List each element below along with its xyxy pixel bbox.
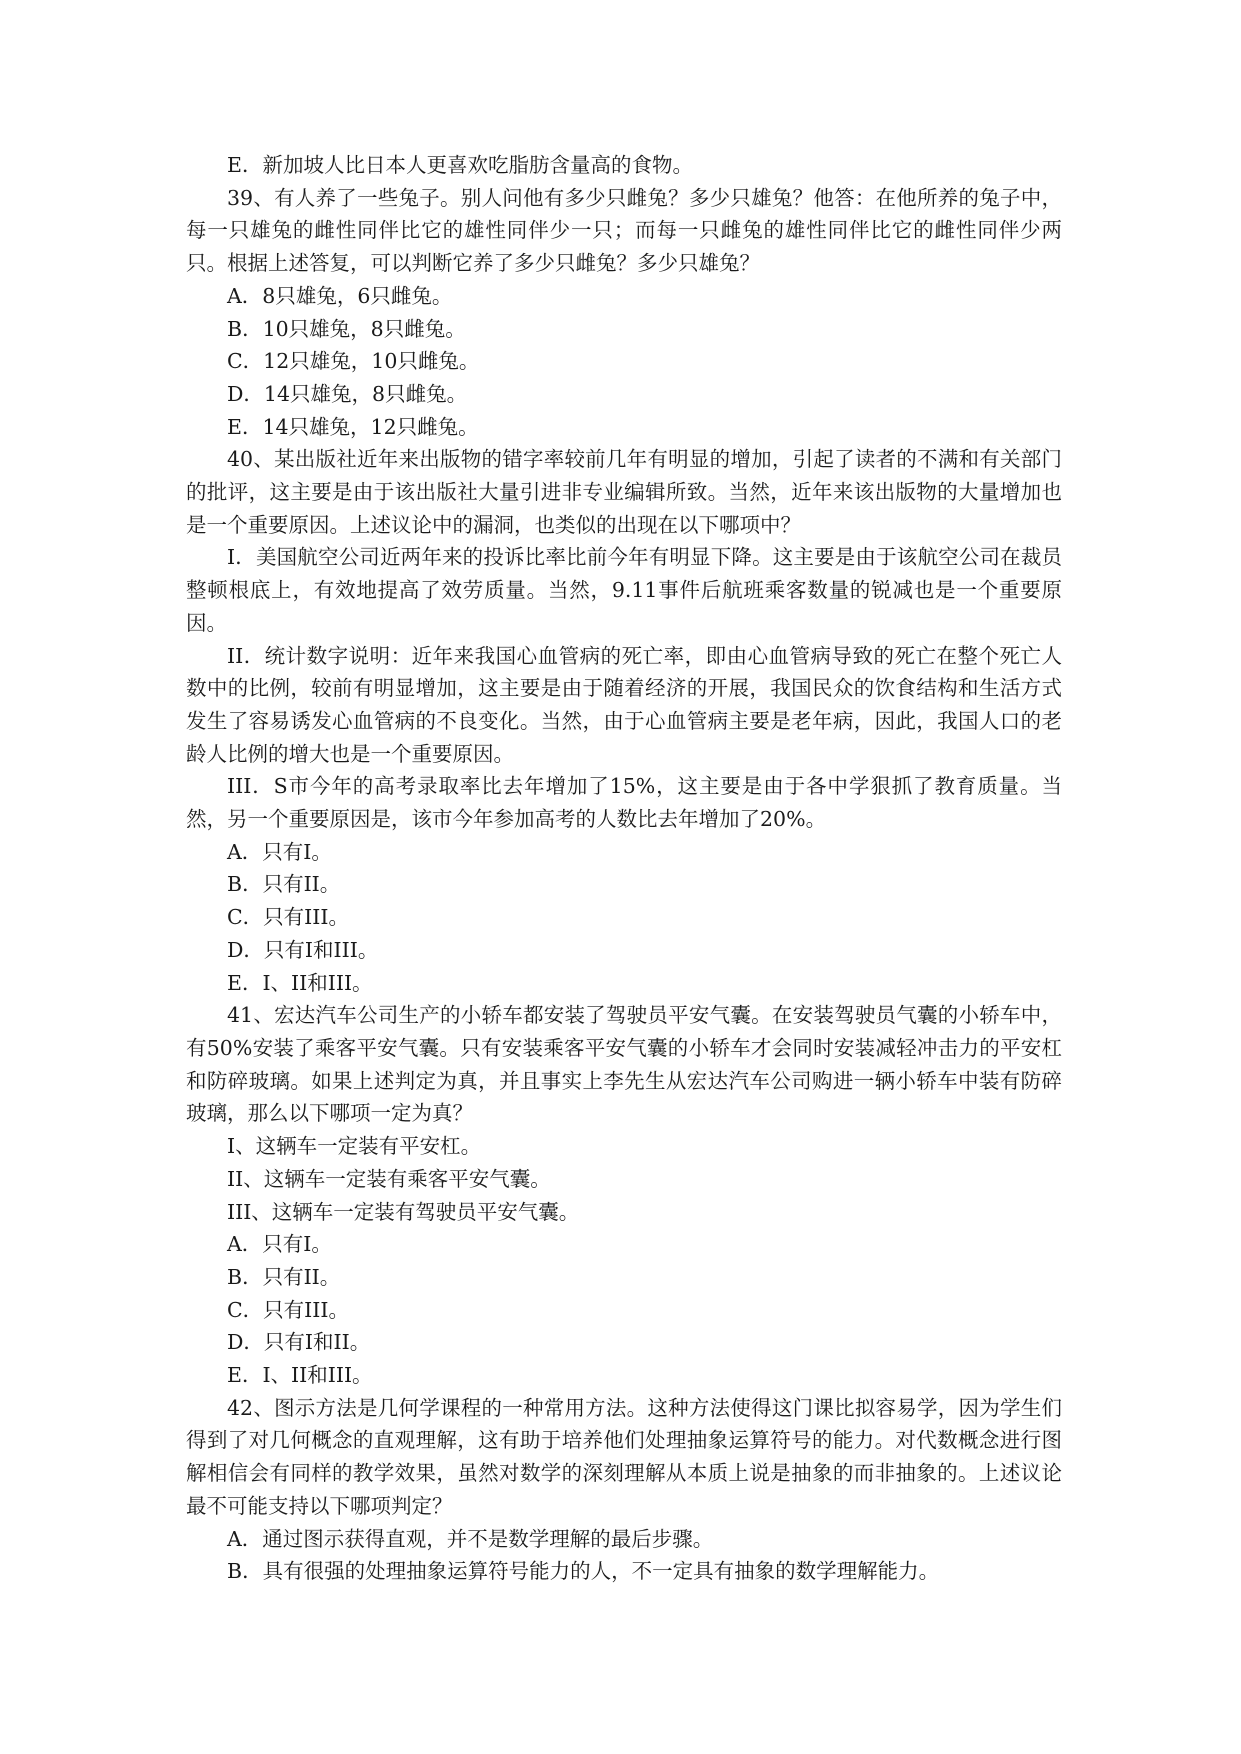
statement-i-q40: I．美国航空公司近两年来的投诉比率比前今年有明显下降。这主要是由于该航空公司在裁员整顿根底上，有效地提高了效劳质量。当然，9.11事件后航班乘客数量的锐减也是一个重要原因。: [186, 545, 1062, 635]
option-a-q40: A．只有I。: [227, 839, 332, 864]
document-page: [186, 149, 1062, 1588]
option-d-q40: D．只有I和III。: [227, 937, 379, 962]
option-b-q41: B．只有II。: [227, 1264, 341, 1289]
option-a-q42: A．通过图示获得直观，并不是数学理解的最后步骤。: [227, 1526, 714, 1551]
option-a-q39: A．8只雄兔，6只雌兔。: [227, 283, 453, 308]
question-39: 39、有人养了一些兔子。别人问他有多少只雌兔？多少只雄兔？他答：在他所养的兔子中，每一只雄兔的雌性同伴比它的雄性同伴少一只；而每一只雌兔的雄性同伴比它的雌性同伴少两只。根据上述答复，可以判断它养了多少只雌兔？多少只雄兔？: [186, 185, 1062, 276]
option-c-q39: C．12只雄兔，10只雌兔。: [227, 349, 480, 374]
option-e-q38: E．新加坡人比日本人更喜欢吃脂肪含量高的食物。: [227, 153, 693, 177]
option-a-q41: A．只有I。: [227, 1232, 332, 1257]
option-b-q42: B．具有很强的处理抽象运算符号能力的人，不一定具有抽象的数学理解能力。: [227, 1559, 940, 1584]
statement-ii-q40: II．统计数字说明：近年来我国心血管病的死亡率，即由心血管病导致的死亡在整个死亡人数中的比例，较前有明显增加，这主要是由于随着经济的开展，我国民众的饮食结构和生活方式发生了容易诱发心血管病的不良变化。当然，由于心血管病主要是老年病，因此，我国人口的老龄人比例的增大也是一个重要原因。: [186, 643, 1062, 766]
question-42: 42、图示方法是几何学课程的一种常用方法。这种方法使得这门课比拟容易学，因为学生们得到了对几何概念的直观理解，这有助于培养他们处理抽象运算符号的能力。对代数概念进行图解相信会有同样的教学效果，虽然对数学的深刻理解从本质上说是抽象的而非抽象的。上述议论最不可能支持以下哪项判定？: [186, 1395, 1062, 1518]
option-b-q39: B．10只雄兔，8只雌兔。: [227, 316, 466, 341]
option-e-q39: E．14只雄兔，12只雌兔。: [227, 414, 479, 439]
option-d-q39: D．14只雄兔，8只雌兔。: [227, 381, 468, 406]
option-b-q40: B．只有II。: [227, 872, 341, 897]
option-c-q41: C．只有III。: [227, 1297, 349, 1322]
statement-iii-q40: III．S市今年的高考录取率比去年增加了15%，这主要是由于各中学狠抓了教育质量。当然，另一个重要原因是，该市今年参加高考的人数比去年增加了20%。: [186, 774, 1062, 832]
option-e-q40: E．I、II和III。: [227, 970, 373, 995]
option-e-q41: E．I、II和III。: [227, 1363, 373, 1388]
question-40: 40、某出版社近年来出版物的错字率较前几年有明显的增加，引起了读者的不满和有关部门的批评，这主要是由于该出版社大量引进非专业编辑所致。当然，近年来该出版物的大量增加也是一个重要原因。上述议论中的漏洞，也类似的出现在以下哪项中？: [186, 447, 1062, 537]
option-c-q40: C．只有III。: [227, 905, 349, 930]
statement-iii-q41: III、这辆车一定装有驾驶员平安气囊。: [227, 1199, 580, 1224]
option-d-q41: D．只有I和II。: [227, 1330, 371, 1355]
question-41: 41、宏达汽车公司生产的小轿车都安装了驾驶员平安气囊。在安装驾驶员气囊的小轿车中，有50%安装了乘客平安气囊。只有安装乘客平安气囊的小轿车才会同时安装减轻冲击力的平安杠和防碎玻璃。如果上述判定为真，并且事实上李先生从宏达汽车公司购进一辆小轿车中装有防碎玻璃，那么以下哪项一定为真？: [186, 1003, 1062, 1126]
statement-ii-q41: II、这辆车一定装有乘客平安气囊。: [227, 1166, 551, 1191]
statement-i-q41: I、这辆车一定装有平安杠。: [227, 1134, 482, 1159]
